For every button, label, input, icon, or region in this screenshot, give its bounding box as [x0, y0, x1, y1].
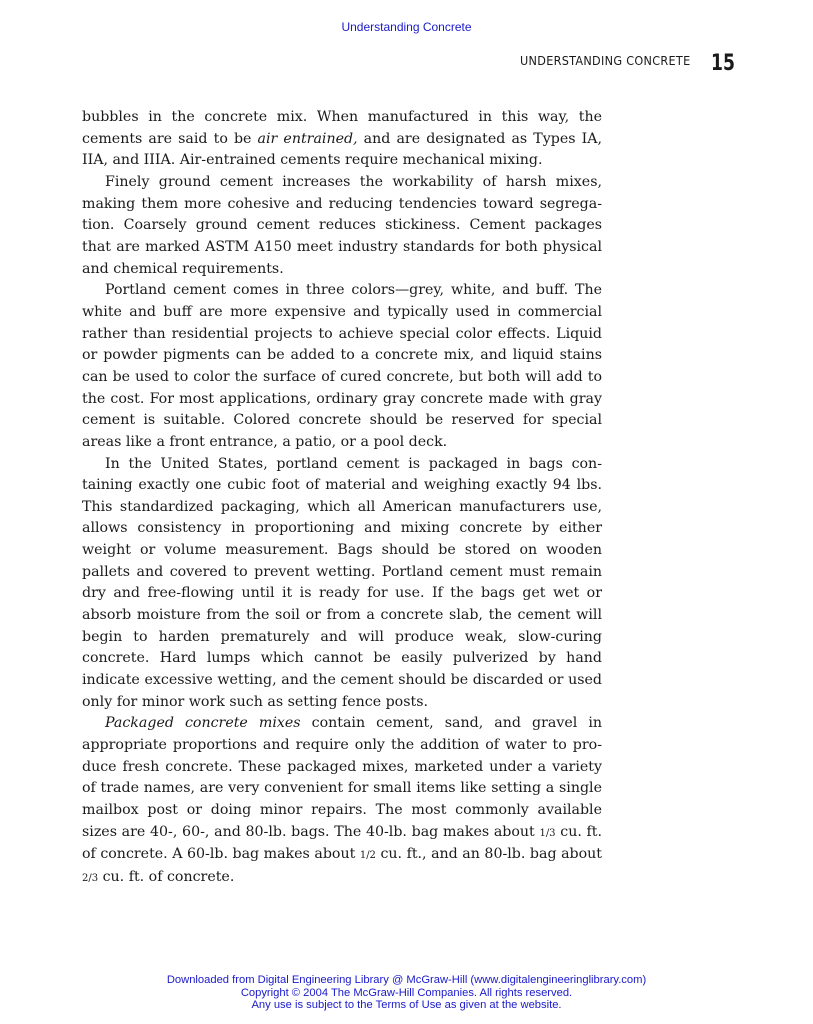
paragraph-3: Portland cement comes in three colors—grey, white, and buff. The white and buff are more expensive and typically used in commercial rather than residential projects to achieve special color effects. Liquid or powder pigments can be added to a concrete mix, and liquid stains can be used to color the surface of cured concrete, but both will add to the cost. For most applications, ordinary gray concrete made with gray cement is suitable. Colored concrete should be reserved for special areas like a front entrance, a patio, or a pool deck.	[82, 282, 602, 450]
fraction-two-thirds: 2/3	[82, 872, 99, 884]
footer-download-link[interactable]: Downloaded from Digital Engineering Library @ McGraw-Hill (www.digitalengineeringlibrary.com)	[166, 974, 647, 986]
footer-terms-link[interactable]: Any use is subject to the Terms of Use as given at the website.	[251, 999, 562, 1012]
paragraph-1-text-a: bubbles in the concrete mix. When manufactured in this way, the cements are said to be	[82, 109, 602, 147]
paragraph-5-text-c: cu. ft., and an 80-lb. bag about	[375, 846, 602, 863]
running-head: UNDERSTANDING CONCRETE	[520, 53, 691, 68]
footer	[0, 974, 813, 1012]
fraction-one-third: 1/3	[539, 827, 556, 839]
page-number: 15	[711, 51, 735, 76]
top-header-link[interactable]: Understanding Concrete	[341, 20, 472, 34]
body-text	[82, 107, 602, 890]
paragraph-2: Finely ground cement increases the workability of harsh mixes, making them more cohesive and reducing tendencies toward segregation. Coarsely ground cement reduces stickiness. Cement packages that are marked ASTM A150 meet industry standards for both physical and chemical requirements.	[82, 173, 602, 277]
paragraph-5-text-d: cu. ft. of concrete.	[98, 868, 235, 885]
paragraph-5	[82, 713, 602, 889]
paragraph-5-italic: Packaged concrete mixes	[105, 715, 301, 732]
fraction-one-half: 1/2	[359, 850, 376, 862]
paragraph-5-text-a: contain cement, sand, and gravel in appropriate proportions and require only the addition of water to produce fresh concrete. These packaged mixes, marketed under a variety of trade names, are very convenient for small items like setting a single mailbox post or doing minor repairs. The most commonly available sizes are 40-, 60-, and 80-lb. bags. The 40-lb. bag makes about	[82, 715, 602, 840]
paragraph-5-text-b: cu. ft. of concrete. A 60-lb. bag makes about	[82, 823, 602, 863]
paragraph-4: In the United States, portland cement is packaged in bags containing exactly one cubic foot of material and weighing exactly 94 lbs. This standardized packaging, which all American manufacturers use, allows consistency in proportioning and mixing concrete by either weight or volume measurement. Bags should be stored on wooden pallets and covered to prevent wetting. Portland cement must remain dry and free-flowing until it is ready for use. If the bags get wet or absorb moisture from the soil or from a concrete slab, the cement will begin to harden prematurely and will produce weak, slow-curing concrete. Hard lumps which cannot be easily pulverized by hand indicate excessive wetting, and the cement should be discarded or used only for minor work such as setting fence posts.	[82, 455, 602, 710]
footer-copyright: Copyright © 2004 The McGraw-Hill Companies. All rights reserved.	[240, 986, 573, 999]
paragraph-1	[82, 107, 602, 172]
paragraph-1-italic: air entrained,	[257, 130, 358, 147]
paragraph-1-text-b: and are designated as Types IA, IIA, and IIIA. Air-entrained cements require mechanical mixing.	[82, 130, 602, 169]
